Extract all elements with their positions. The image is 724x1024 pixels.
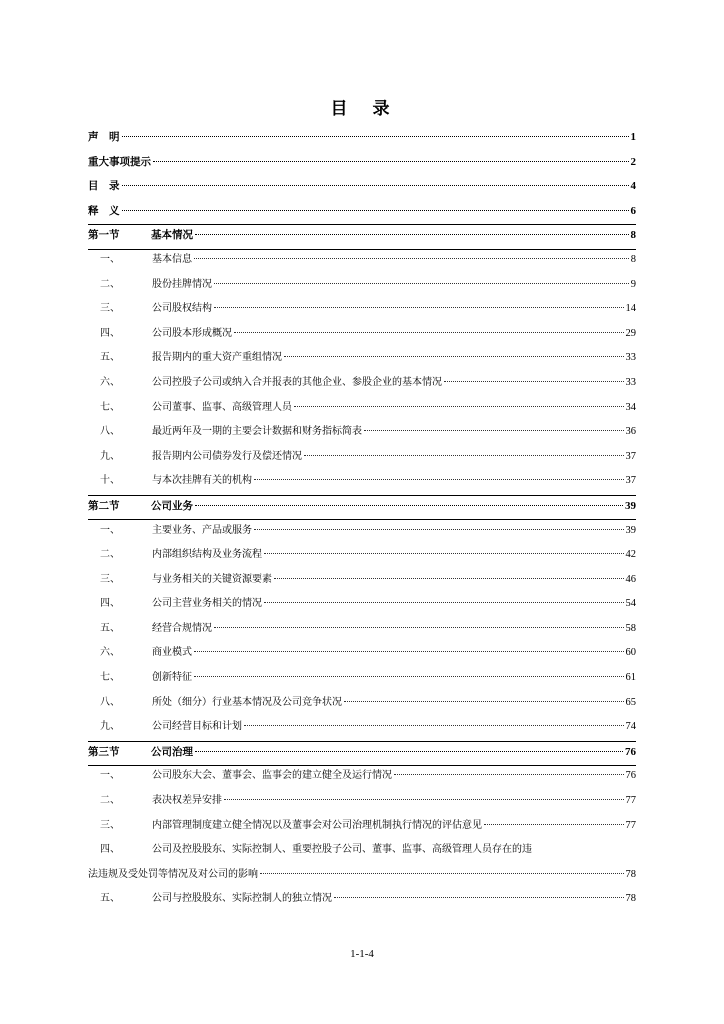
item-index: 四、 xyxy=(100,844,120,856)
item-index: 一、 xyxy=(100,770,120,782)
dot-leader xyxy=(195,751,623,752)
item-label: 公司董事、监事、高级管理人员 xyxy=(152,401,292,413)
item-index: 十、 xyxy=(100,475,120,487)
toc-page-number: 65 xyxy=(625,696,636,708)
toc-item[interactable] xyxy=(88,592,636,617)
item-label: 股份挂牌情况 xyxy=(152,278,212,290)
dot-leader xyxy=(254,479,624,480)
item-index: 二、 xyxy=(100,278,120,290)
item-label: 内部管理制度建立健全情况以及董事会对公司治理机制执行情况的评估意见 xyxy=(152,819,482,831)
item-index: 二、 xyxy=(100,549,120,561)
dot-leader xyxy=(260,873,624,874)
item-label: 创新特征 xyxy=(152,672,192,684)
item-index: 九、 xyxy=(100,450,120,462)
dot-leader xyxy=(122,136,629,137)
item-label: 最近两年及一期的主要会计数据和财务指标简表 xyxy=(152,426,362,438)
item-index: 一、 xyxy=(100,524,120,536)
item-label: 公司与控股股东、实际控制人的独立情况 xyxy=(152,893,332,905)
toc-page-number: 74 xyxy=(625,721,636,733)
toc-page-number: 33 xyxy=(625,352,636,364)
page-title: 目 录 xyxy=(330,99,394,119)
dot-leader xyxy=(344,701,624,702)
dot-leader xyxy=(194,676,624,677)
toc-item-wrapped-line1[interactable] xyxy=(88,838,636,863)
dot-leader xyxy=(194,258,629,259)
toc-page-number: 37 xyxy=(625,475,636,487)
item-index: 一、 xyxy=(100,253,120,265)
section-number: 第二节 xyxy=(88,499,120,512)
toc-item[interactable] xyxy=(88,445,636,470)
toc-item[interactable] xyxy=(88,396,636,421)
toc-page-number: 76 xyxy=(625,745,636,758)
dot-leader xyxy=(195,234,629,235)
item-label: 与业务相关的关键资源要素 xyxy=(152,573,272,585)
toc-entry-definitions[interactable] xyxy=(88,199,636,224)
toc-entry-contents[interactable] xyxy=(88,174,636,199)
toc-entry-label: 目 录 xyxy=(88,180,120,193)
item-label: 公司及控股股东、实际控制人、重要控股子公司、董事、监事、高级管理人员存在的违 xyxy=(152,844,532,856)
dot-leader xyxy=(264,553,624,554)
dot-leader xyxy=(214,283,629,284)
item-index: 四、 xyxy=(100,327,120,339)
dot-leader xyxy=(304,455,624,456)
toc-item[interactable] xyxy=(88,273,636,298)
item-label: 公司经营目标和计划 xyxy=(152,721,242,733)
item-label: 表决权差异安排 xyxy=(152,795,222,807)
toc-page-number: 58 xyxy=(625,622,636,634)
toc-item[interactable] xyxy=(88,814,636,839)
dot-leader xyxy=(214,627,624,628)
dot-leader xyxy=(214,307,624,308)
dot-leader xyxy=(254,529,624,530)
toc-page-number: 77 xyxy=(625,819,636,831)
section-divider xyxy=(88,495,636,496)
item-index: 七、 xyxy=(100,672,120,684)
item-index: 三、 xyxy=(100,819,120,831)
toc-page-number: 54 xyxy=(625,598,636,610)
toc-page-number: 34 xyxy=(625,401,636,413)
dot-leader xyxy=(334,897,624,898)
toc-page-number: 78 xyxy=(625,868,636,880)
toc-page-number: 37 xyxy=(625,450,636,462)
section-divider xyxy=(88,741,636,742)
toc-item[interactable] xyxy=(88,887,636,912)
toc-page-number: 60 xyxy=(625,647,636,659)
item-label: 公司股东大会、董事会、监事会的建立健全及运行情况 xyxy=(152,770,392,782)
toc-section-1[interactable] xyxy=(88,223,636,248)
toc-item[interactable] xyxy=(88,371,636,396)
dot-leader xyxy=(195,505,623,506)
toc-item[interactable] xyxy=(88,568,636,593)
section-divider xyxy=(88,249,636,250)
item-label: 与本次挂牌有关的机构 xyxy=(152,475,252,487)
section-divider xyxy=(88,765,636,766)
toc-item[interactable] xyxy=(88,543,636,568)
dot-leader xyxy=(364,430,624,431)
toc-item[interactable] xyxy=(88,789,636,814)
toc-page-number: 2 xyxy=(630,155,636,168)
dot-leader xyxy=(234,332,624,333)
dot-leader xyxy=(194,651,624,652)
toc-item[interactable] xyxy=(88,519,636,544)
item-index: 三、 xyxy=(100,303,120,315)
toc-section-3[interactable] xyxy=(88,740,636,765)
section-divider xyxy=(88,519,636,520)
dot-leader xyxy=(224,799,624,800)
toc-page-number: 33 xyxy=(625,376,636,388)
item-label: 商业模式 xyxy=(152,647,192,659)
dot-leader xyxy=(484,824,624,825)
item-index: 三、 xyxy=(100,573,120,585)
dot-leader xyxy=(244,725,624,726)
toc-page-number: 1 xyxy=(630,131,636,143)
item-label: 内部组织结构及业务流程 xyxy=(152,549,262,561)
item-label: 公司主营业务相关的情况 xyxy=(152,598,262,610)
toc-page-number: 46 xyxy=(625,573,636,585)
item-index: 五、 xyxy=(100,622,120,634)
item-index: 七、 xyxy=(100,401,120,413)
item-label-continued: 法违规及受处罚等情况及对公司的影响 xyxy=(88,868,258,880)
toc-page-number: 39 xyxy=(625,524,636,536)
dot-leader xyxy=(122,210,629,211)
toc-page-number: 36 xyxy=(625,426,636,438)
toc-page-number: 8 xyxy=(630,253,636,265)
dot-leader xyxy=(444,381,624,382)
item-index: 六、 xyxy=(100,376,120,388)
toc-page-number: 8 xyxy=(630,229,636,242)
toc-entry-label: 声 明 xyxy=(88,131,120,143)
toc-item[interactable] xyxy=(88,641,636,666)
toc-page-number: 4 xyxy=(630,180,636,193)
toc-entry-statement[interactable] xyxy=(88,125,636,150)
toc-item[interactable] xyxy=(88,248,636,273)
toc-item[interactable] xyxy=(88,617,636,642)
item-index: 四、 xyxy=(100,598,120,610)
section-divider xyxy=(88,224,636,225)
item-index: 九、 xyxy=(100,721,120,733)
section-number: 第一节 xyxy=(88,229,120,242)
item-label: 报告期内的重大资产重组情况 xyxy=(152,352,282,364)
toc-item[interactable] xyxy=(88,691,636,716)
dot-leader xyxy=(394,774,624,775)
dot-leader xyxy=(153,161,629,162)
item-label: 经营合规情况 xyxy=(152,622,212,634)
toc-page-number: 61 xyxy=(625,672,636,684)
toc-item[interactable] xyxy=(88,420,636,445)
item-index: 六、 xyxy=(100,647,120,659)
toc-item-wrapped-line2[interactable] xyxy=(88,863,636,888)
toc-section-2[interactable] xyxy=(88,494,636,519)
toc-page-number: 14 xyxy=(625,303,636,315)
toc-item[interactable] xyxy=(88,764,636,789)
section-title: 公司业务 xyxy=(151,499,193,512)
toc-page-number: 39 xyxy=(625,499,636,512)
toc-item[interactable] xyxy=(88,297,636,322)
item-index: 八、 xyxy=(100,426,120,438)
item-index: 五、 xyxy=(100,893,120,905)
item-label: 报告期内公司债券发行及偿还情况 xyxy=(152,450,302,462)
dot-leader xyxy=(274,578,624,579)
toc-entry-major-notice[interactable] xyxy=(88,150,636,175)
toc-entry-label: 释 义 xyxy=(88,204,120,217)
dot-leader xyxy=(294,406,624,407)
item-label: 主要业务、产品或服务 xyxy=(152,524,252,536)
dot-leader xyxy=(284,356,624,357)
item-label: 公司股本形成概况 xyxy=(152,327,232,339)
toc-item[interactable] xyxy=(88,715,636,740)
section-title: 公司治理 xyxy=(151,745,193,758)
item-label: 基本信息 xyxy=(152,253,192,265)
toc-page-number: 29 xyxy=(625,327,636,339)
toc-page-number: 76 xyxy=(625,770,636,782)
toc-entry-label: 重大事项提示 xyxy=(88,155,151,168)
toc-page-number: 78 xyxy=(625,893,636,905)
item-index: 八、 xyxy=(100,696,120,708)
section-number: 第三节 xyxy=(88,745,120,758)
item-index: 二、 xyxy=(100,795,120,807)
item-label: 公司股权结构 xyxy=(152,303,212,315)
item-label: 公司控股子公司或纳入合并报表的其他企业、参股企业的基本情况 xyxy=(152,376,442,388)
dot-leader xyxy=(264,602,624,603)
item-label: 所处（细分）行业基本情况及公司竞争状况 xyxy=(152,696,342,708)
dot-leader xyxy=(122,185,629,186)
toc-page-number: 77 xyxy=(625,795,636,807)
item-index: 五、 xyxy=(100,352,120,364)
section-title: 基本情况 xyxy=(151,229,193,242)
toc-item[interactable] xyxy=(88,322,636,347)
toc-page-number: 9 xyxy=(630,278,636,290)
toc-page-number: 42 xyxy=(625,549,636,561)
toc-item[interactable] xyxy=(88,469,636,494)
toc-page-number: 6 xyxy=(630,204,636,217)
toc-item[interactable] xyxy=(88,666,636,691)
toc-item[interactable] xyxy=(88,346,636,371)
page-footer-number: 1-1-4 xyxy=(350,948,374,960)
